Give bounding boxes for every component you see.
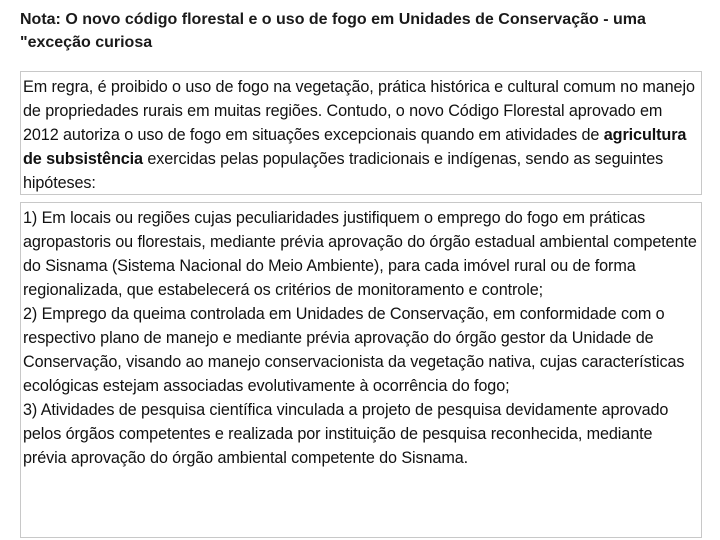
hypotheses-list	[20, 202, 702, 538]
page-title: Nota: O novo código florestal e o uso de fogo em Unidades de Conservação - uma "exceção curiosa	[20, 11, 646, 51]
intro-paragraph	[20, 71, 702, 195]
intro-text-after: exercidas pelas populações tradicionais e indígenas, sendo as seguintes hipóteses:	[23, 150, 664, 192]
intro-text	[23, 75, 697, 195]
list-item: 2) Emprego da queima controlada em Unidades de Conservação, em conformidade com o respectivo plano de manejo e mediante prévia aprovação do órgão gestor da Unidade de Conservação, visando ao manejo conservacionista da vegetação nativa, cujas características ecológicas estejam associadas evolutivamente à ocorrência do fogo;	[23, 305, 685, 395]
intro-text-bold: agricultura de subsistência	[23, 126, 687, 168]
intro-text-before: Em regra, é proibido o uso de fogo na vegetação, prática histórica e cultural comum no manejo de propriedades rurais em muitas regiões. Contudo, o novo Código Florestal aprovado em 2012 autoriza o uso de fogo em situações excepcionais quando em atividades de	[23, 78, 695, 144]
list-item: 1) Em locais ou regiões cujas peculiaridades justifiquem o emprego do fogo em práticas agropastoris ou florestais, mediante prévia aprovação do órgão estadual ambiental competente do Sisnama (Sistema Nacional do Meio Ambiente), para cada imóvel rural ou de forma regionalizada, que estabelecerá os critérios de monitoramento e controle;	[23, 209, 697, 299]
list-item: 3) Atividades de pesquisa científica vinculada a projeto de pesquisa devidamente aprovado pelos órgãos competentes e realizada por instituição de pesquisa reconhecida, mediante prévia aprovação do órgão ambiental competente do Sisnama.	[23, 401, 669, 467]
